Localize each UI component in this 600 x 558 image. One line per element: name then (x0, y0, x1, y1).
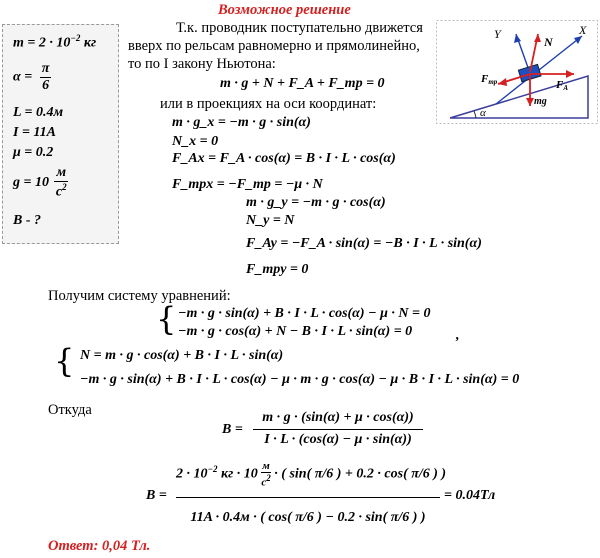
system1-brace: { (156, 300, 177, 338)
label-alpha: α (480, 107, 486, 119)
numeric-result: = 0.04Тл (444, 488, 496, 503)
whence-text: Откуда (48, 402, 92, 418)
eq-ftry: F_трy = 0 (246, 262, 309, 277)
system2-eq1: N = m · g · cos(α) + B · I · L · sin(α) (80, 348, 284, 363)
projections-text: или в проекциях на оси координат: (160, 96, 377, 112)
given-length: L = 0.4м (13, 105, 64, 120)
eq-ftrx: F_трx = −F_тр = −μ · N (172, 177, 323, 192)
given-unknown: B - ? (13, 213, 41, 228)
label-x-axis: X (579, 23, 587, 37)
system-text: Получим систему уравнений: (48, 288, 231, 304)
eq-fay: F_Ay = −F_A · sin(α) = −B · I · L · sin(α) (246, 236, 482, 251)
solution-title: Возможное решение (218, 2, 351, 18)
formula-b-lhs: B = (222, 422, 243, 437)
system1-eq1: −m · g · sin(α) + B · I · L · cos(α) − μ · N = 0 (178, 306, 431, 321)
eq-nx: N_x = 0 (172, 134, 219, 149)
given-panel (2, 24, 119, 244)
given-friction: μ = 0.2 (13, 145, 54, 160)
system1-eq2: −m · g · cos(α) + N − B · I · L · sin(α) = 0 (178, 324, 413, 339)
label-gravity: mg (534, 96, 547, 107)
eq-mgx: m · g_x = −m · g · sin(α) (172, 115, 311, 130)
force-diagram (436, 20, 598, 124)
eq-mgy: m · g_y = −m · g · cos(α) (246, 195, 386, 210)
answer: Ответ: 0,04 Тл. (48, 538, 151, 554)
given-gravity: g = 10 м $c^2$ (13, 165, 67, 200)
numeric-fraction-bar (176, 497, 440, 498)
system2-brace: { (54, 342, 75, 380)
newton-vector-equation: m · g + N + F_A + F_тр = 0 (220, 76, 385, 91)
system2-eq2: −m · g · sin(α) + B · I · L · cos(α) − μ · m · g · cos(α) − μ · B · I · L · sin(α) = 0 (80, 372, 520, 387)
formula-b-fraction-bar (253, 429, 423, 430)
formula-b-denominator: I · L · (cos(α) − μ · sin(α)) (264, 432, 412, 447)
numeric-lhs: B = (146, 488, 167, 503)
given-current: I = 11A (13, 125, 56, 140)
intro-line-3: то по I закону Ньютона: (128, 56, 276, 72)
intro-line-1: Т.к. проводник поступательно движется (176, 20, 423, 36)
system1-comma: , (456, 328, 460, 343)
label-friction: Fтр (481, 73, 498, 86)
numeric-denominator: 11A · 0.4м · ( cos( π/6 ) − 0.2 · sin( π/6 ) ) (190, 510, 426, 525)
label-y-axis: Y (494, 27, 501, 41)
label-normal: N (544, 35, 553, 49)
intro-line-2: вверх по рельсам равномерно и прямолинейно, (128, 38, 420, 54)
eq-ny: N_y = N (246, 213, 295, 228)
given-alpha: α = $\frac{\pi}{6}$ (13, 61, 50, 93)
formula-b-numerator: m · g · (sin(α) + μ · cos(α)) (262, 410, 414, 425)
given-mass: $m = 2 \cdot 10^{-2}$ кг (13, 33, 97, 51)
numeric-numerator: $2 \cdot 10^{-2}$ кг · 10 м $c^2$ · ( sin( π/6 ) + 0.2 · cos( π/6 ) ) (176, 460, 447, 489)
label-ampere: FA (556, 79, 569, 92)
eq-fax: F_Ax = F_A · cos(α) = B · I · L · cos(α) (172, 151, 396, 166)
